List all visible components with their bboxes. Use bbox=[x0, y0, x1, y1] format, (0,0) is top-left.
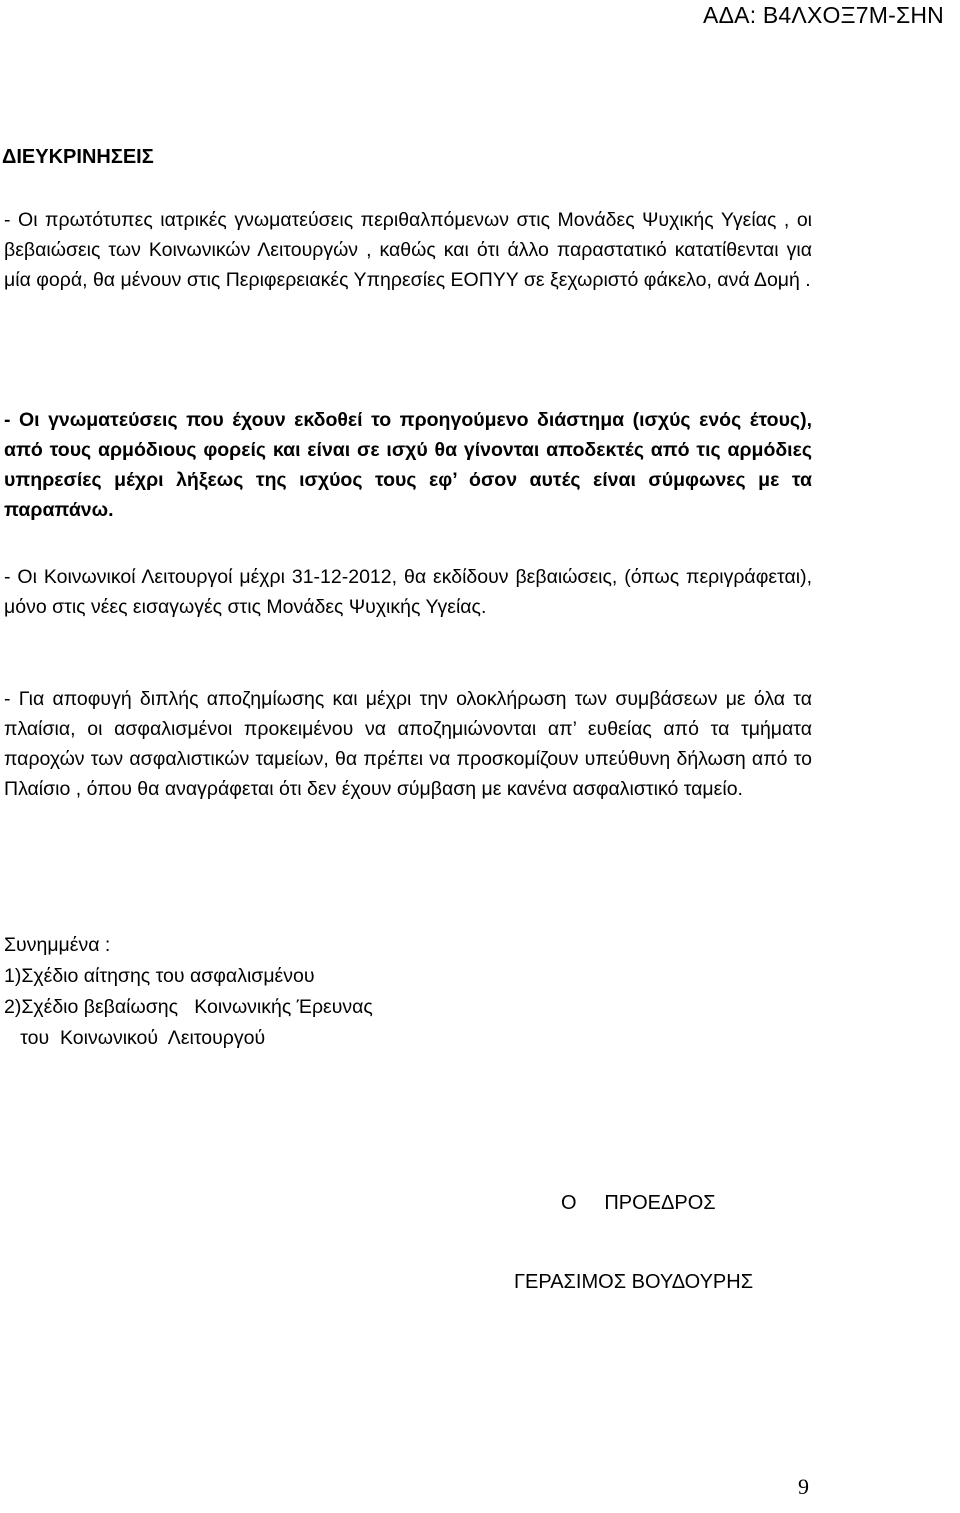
attachments-label: Συνημμένα : bbox=[4, 934, 111, 956]
ada-code: ΑΔΑ: Β4ΛΧΟΞ7Μ-ΣΗΝ bbox=[703, 2, 944, 28]
attachment-item: 2)Σχέδιο βεβαίωσης Κοινωνικής Έρευνας bbox=[4, 996, 373, 1018]
paragraph-previous-certificates: - Οι γνωματεύσεις που έχουν εκδοθεί το προηγούμενο διάστημα (ισχύς ενός έτους), από τους αρμόδιους φορείς και είναι σε ισχύ θα γίνονται αποδεκτές από τις αρμόδιες υπηρεσίες μέχρι λήξεως της ισχύος τους εφ’ όσον αυτές είναι σύμφωνες με τα παραπάνω. bbox=[4, 409, 812, 521]
paragraph-original-documents: - Οι πρωτότυπες ιατρικές γνωματεύσεις περιθαλπόμενων στις Μονάδες Ψυχικής Υγείας , οι βεβαιώσεις των Κοινωνικών Λειτουργών , καθώς και ότι άλλο παραστατικό κατατίθενται για μία φορά, θα μένουν στις Περιφερειακές Υπηρεσίες ΕΟΠΥΥ σε ξεχωριστό φάκελο, ανά Δομή . bbox=[4, 209, 812, 291]
signer-title: Ο ΠΡΟΕΔΡΟΣ bbox=[561, 1192, 716, 1214]
paragraph-social-workers: - Οι Κοινωνικοί Λειτουργοί μέχρι 31-12-2012, θα εκδίδουν βεβαιώσεις, (όπως περιγράφεται), μόνο στις νέες εισαγωγές στις Μονάδες Ψυχικής Υγείας. bbox=[4, 566, 812, 618]
signer-name: ΓΕΡΑΣΙΜΟΣ ΒΟΥΔΟΥΡΗΣ bbox=[514, 1271, 754, 1293]
attachments-list bbox=[4, 930, 373, 1054]
section-heading: ΔΙΕΥΚΡΙΝΗΣΕΙΣ bbox=[2, 146, 154, 168]
page-number: 9 bbox=[798, 1474, 809, 1499]
attachment-item: 1)Σχέδιο αίτησης του ασφαλισμένου bbox=[4, 965, 315, 987]
paragraph-double-compensation: - Για αποφυγή διπλής αποζημίωσης και μέχρι την ολοκλήρωση των συμβάσεων με όλα τα πλαίσια, οι ασφαλισμένοι προκειμένου να αποζημιώνονται απ’ ευθείας από τα τμήματα παροχών των ασφαλιστικών ταμείων, θα πρέπει να προσκομίζουν υπεύθυνη δήλωση από το Πλαίσιο , όπου θα αναγράφεται ότι δεν έχουν σύμβαση με κανένα ασφαλιστικό ταμείο. bbox=[4, 688, 812, 800]
attachment-item: του Κοινωνικού Λειτουργού bbox=[4, 1027, 266, 1049]
